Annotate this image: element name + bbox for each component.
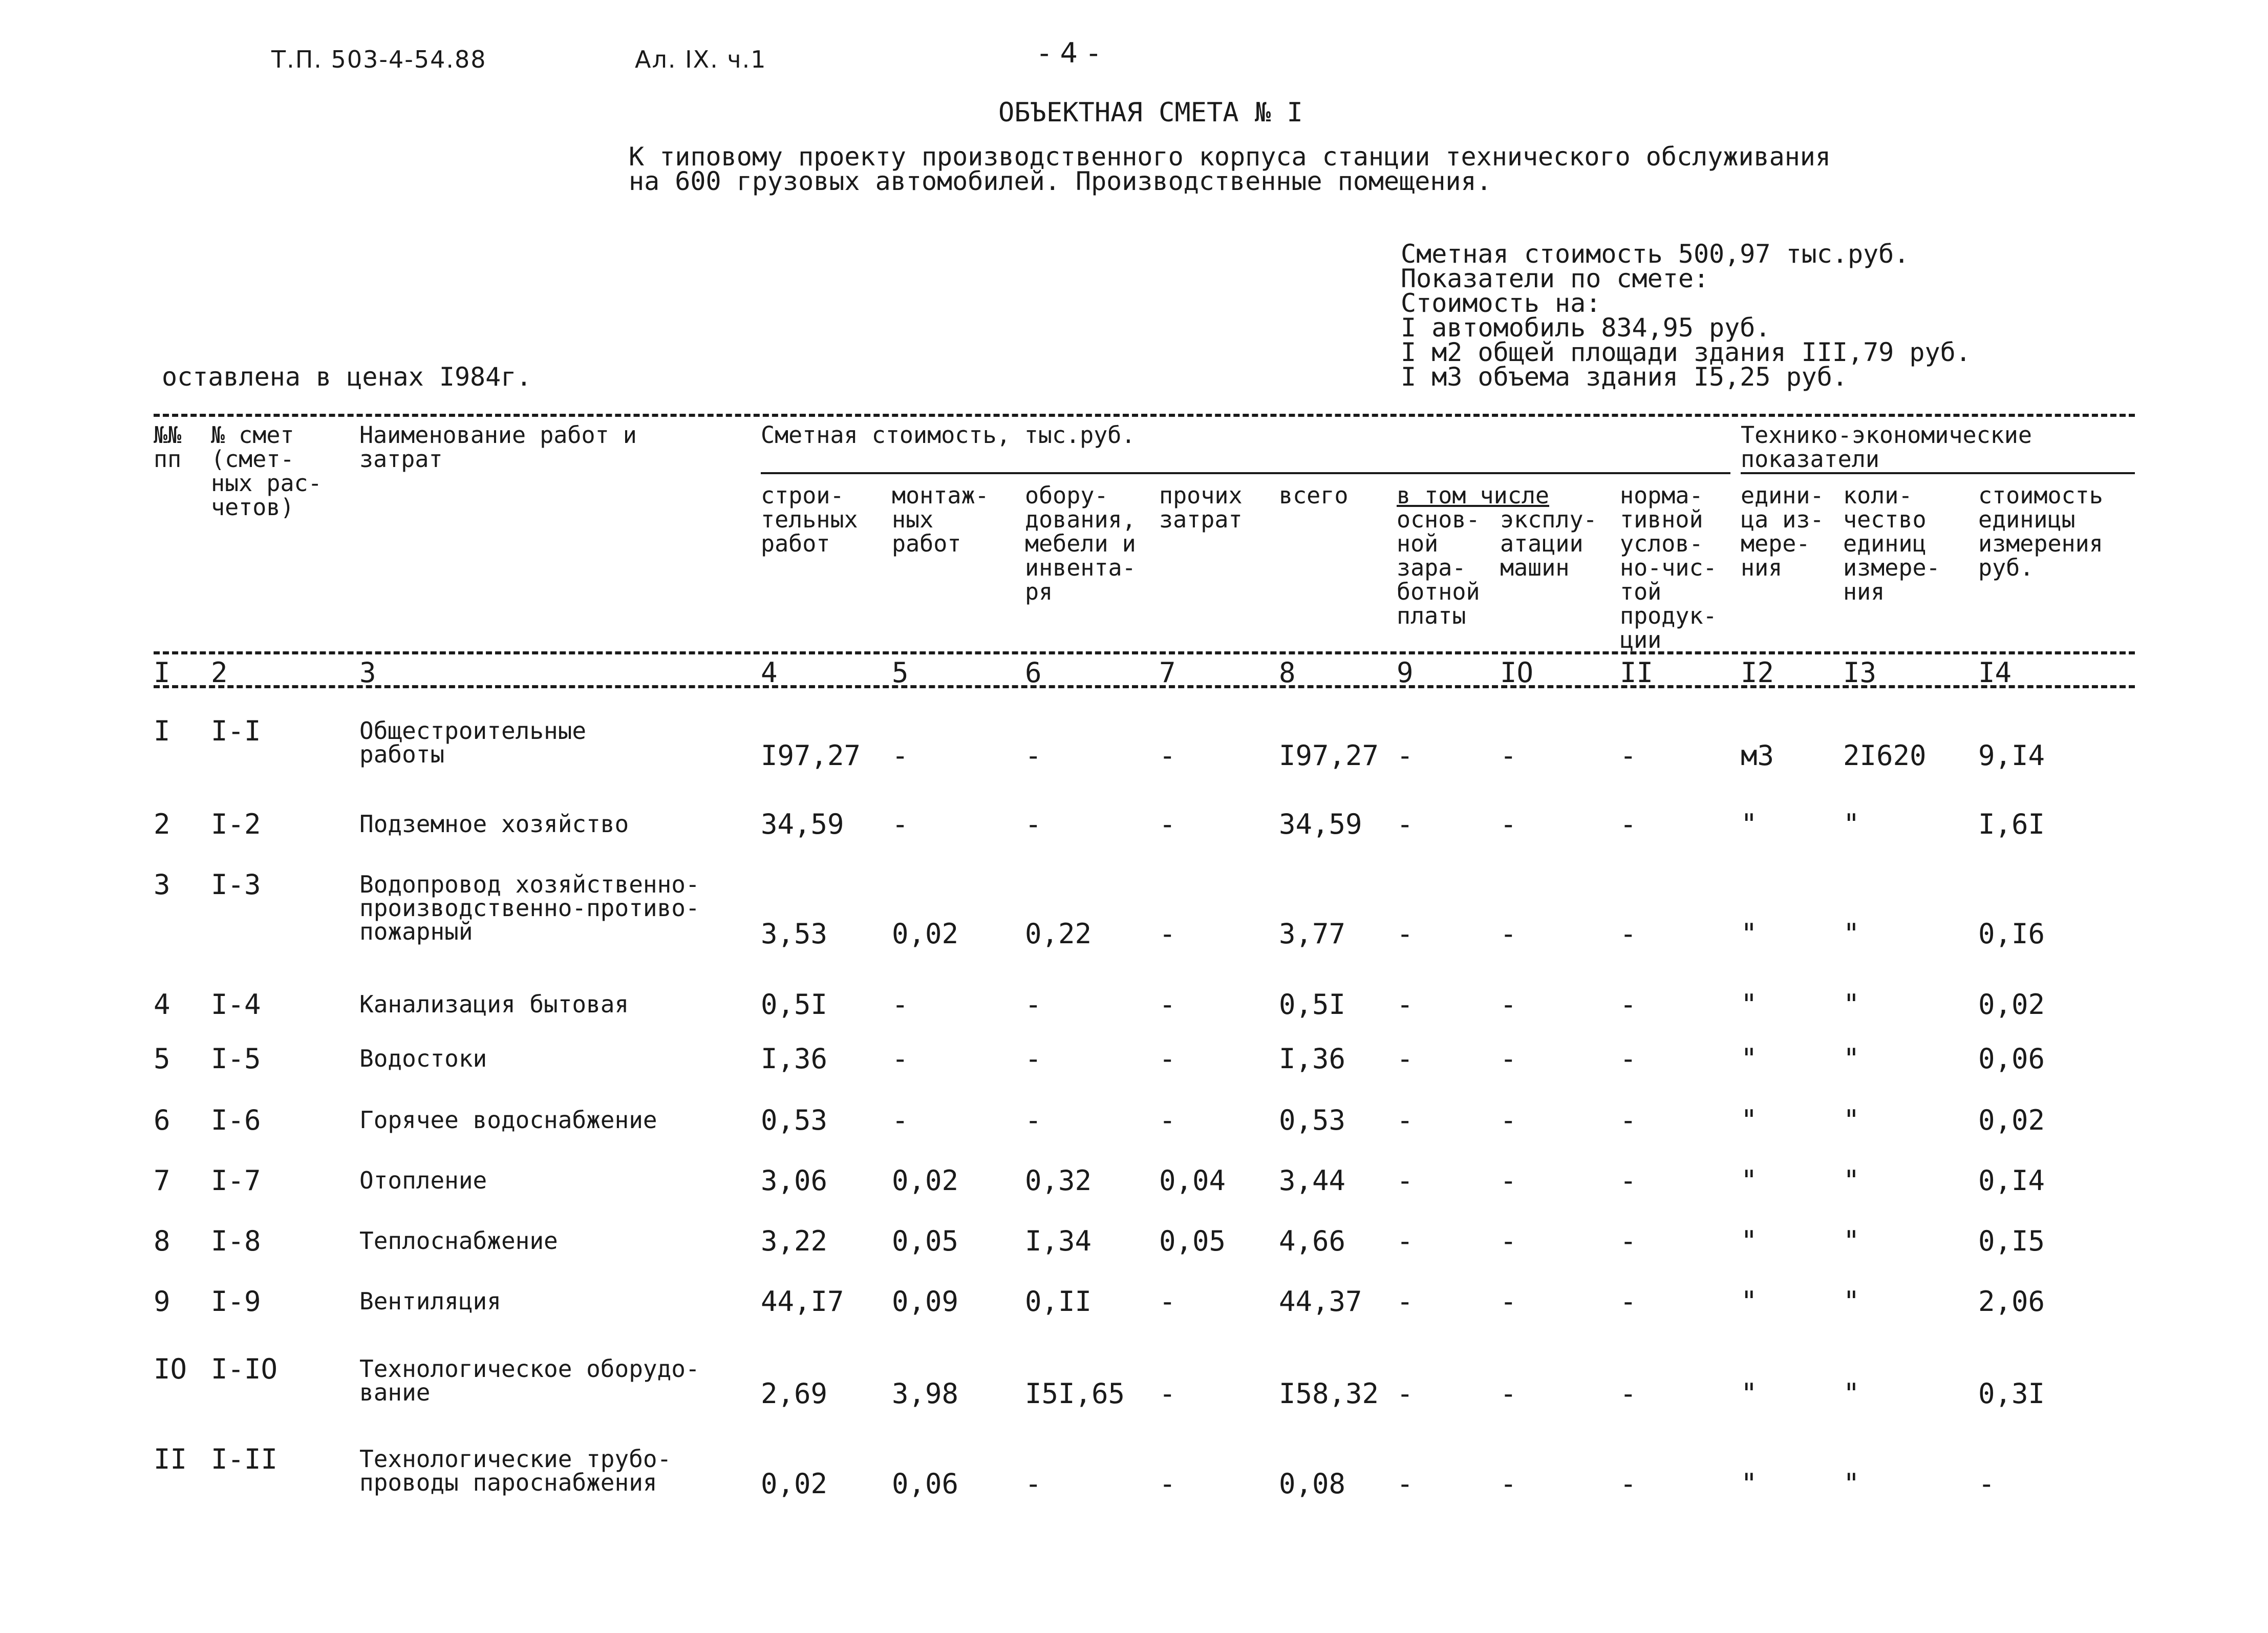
row-estimate-code: I-I (211, 715, 261, 747)
cell-unit-cost: 0,02 (1978, 988, 2045, 1021)
row-estimate-code: I-9 (211, 1285, 261, 1318)
cell-unit: " (1741, 1285, 1758, 1318)
cell-installation: - (892, 739, 909, 772)
cell-equipment: - (1025, 1104, 1042, 1136)
row-number: 9 (154, 1285, 170, 1318)
cell-equipment: 0,32 (1025, 1164, 1092, 1197)
cell-installation: - (892, 988, 909, 1021)
cell-unit-cost: 0,3I (1978, 1377, 2045, 1410)
row-work-name: Общестроительные работы (359, 717, 587, 768)
col-number: I (154, 656, 170, 689)
row-work-name: Водостоки (359, 1045, 487, 1072)
header-mid-rule (154, 651, 2135, 654)
cell-unit: " (1741, 808, 1758, 840)
cell-construction: 3,06 (761, 1164, 828, 1197)
cell-total: 0,53 (1279, 1104, 1346, 1136)
col-number: 9 (1397, 656, 1414, 689)
col-header-net-production: норма- тивной услов- но-чис- той продук- ции (1620, 482, 1717, 653)
cell-construction: 34,59 (761, 808, 844, 840)
row-work-name: Подземное хозяйство (359, 810, 629, 838)
col-header-construction-works: строи- тельных работ (761, 482, 858, 557)
cell-total: 44,37 (1279, 1285, 1362, 1318)
row-number: 4 (154, 988, 170, 1021)
cell-unit-cost: 0,I5 (1978, 1225, 2045, 1257)
col-header-including: в том числе (1397, 482, 1550, 509)
cell-construction: I,36 (761, 1043, 828, 1075)
row-estimate-code: I-7 (211, 1164, 261, 1197)
cell-installation: 0,02 (892, 1164, 959, 1197)
col-number: 3 (359, 656, 376, 689)
cell-installation: 3,98 (892, 1377, 959, 1410)
cell-construction: 0,02 (761, 1468, 828, 1500)
cell-net-production: - (1620, 739, 1637, 772)
document-code: Т.П. 503-4-54.88 (271, 46, 487, 73)
cell-machine-operation: - (1500, 1164, 1517, 1197)
col-number: I4 (1978, 656, 2012, 689)
page-number: - 4 - (1039, 37, 1100, 69)
row-estimate-code: I-8 (211, 1225, 261, 1257)
cell-quantity: " (1843, 1377, 1860, 1410)
cell-total: I97,27 (1279, 739, 1379, 772)
cell-construction: 44,I7 (761, 1285, 844, 1318)
cell-net-production: - (1620, 1468, 1637, 1500)
cell-construction: 0,53 (761, 1104, 828, 1136)
cell-total: 0,5I (1279, 988, 1346, 1021)
cell-equipment: - (1025, 1468, 1042, 1500)
row-estimate-code: I-6 (211, 1104, 261, 1136)
cell-installation: - (892, 1104, 909, 1136)
cell-equipment: - (1025, 988, 1042, 1021)
cell-other: - (1159, 1377, 1176, 1410)
cell-other: 0,04 (1159, 1164, 1226, 1197)
row-work-name: Канализация бытовая (359, 990, 629, 1018)
cell-net-production: - (1620, 1285, 1637, 1318)
cell-unit-cost: I,6I (1978, 808, 2045, 840)
cell-other: 0,05 (1159, 1225, 1226, 1257)
cell-construction: 2,69 (761, 1377, 828, 1410)
cell-unit: " (1741, 918, 1758, 950)
row-number: 6 (154, 1104, 170, 1136)
cell-base-wages: - (1397, 739, 1414, 772)
summary-total-cost: Сметная стоимость 500,97 тыс.руб. (1401, 239, 1910, 269)
cell-quantity: " (1843, 808, 1860, 840)
col-number: 6 (1025, 656, 1042, 689)
cell-machine-operation: - (1500, 1285, 1517, 1318)
cell-installation: 0,05 (892, 1225, 959, 1257)
cell-base-wages: - (1397, 1164, 1414, 1197)
col-header-estimate-number: № смет (смет- ных рас- четов) (211, 421, 322, 521)
sheet-number: Ал. IX. ч.1 (635, 46, 767, 73)
cell-base-wages: - (1397, 1225, 1414, 1257)
cell-machine-operation: - (1500, 1043, 1517, 1075)
cell-total: I58,32 (1279, 1377, 1379, 1410)
cell-machine-operation: - (1500, 918, 1517, 950)
col-number: I3 (1843, 656, 1877, 689)
cell-machine-operation: - (1500, 1104, 1517, 1136)
cell-other: - (1159, 1043, 1176, 1075)
summary-cost-per-label: Стоимость на: (1401, 288, 1601, 318)
cell-machine-operation: - (1500, 1468, 1517, 1500)
cell-equipment: I,34 (1025, 1225, 1092, 1257)
col-header-unit-cost: стоимость единицы измерения руб. (1978, 482, 2103, 581)
row-estimate-code: I-4 (211, 988, 261, 1021)
cell-installation: 0,06 (892, 1468, 959, 1500)
col-number: 4 (761, 656, 778, 689)
header-top-rule (154, 414, 2135, 417)
cell-base-wages: - (1397, 988, 1414, 1021)
cell-net-production: - (1620, 1377, 1637, 1410)
subtitle-line-1: К типовому проекту производственного корпуса станции технического обслуживания (629, 142, 1831, 172)
cell-machine-operation: - (1500, 808, 1517, 840)
row-estimate-code: I-5 (211, 1043, 261, 1075)
row-work-name: Горячее водоснабжение (359, 1106, 657, 1134)
cost-group-rule (761, 472, 1730, 474)
cell-net-production: - (1620, 808, 1637, 840)
cell-other: - (1159, 808, 1176, 840)
cell-total: 3,44 (1279, 1164, 1346, 1197)
col-number: 2 (211, 656, 228, 689)
row-work-name: Вентиляция (359, 1287, 501, 1315)
cell-machine-operation: - (1500, 988, 1517, 1021)
cell-construction: 0,5I (761, 988, 828, 1021)
cell-net-production: - (1620, 918, 1637, 950)
row-number: 2 (154, 808, 170, 840)
cell-unit-cost: 2,06 (1978, 1285, 2045, 1318)
cell-equipment: I5I,65 (1025, 1377, 1125, 1410)
cell-total: 34,59 (1279, 808, 1362, 840)
cell-quantity: " (1843, 1164, 1860, 1197)
row-number: II (154, 1443, 187, 1475)
cell-machine-operation: - (1500, 739, 1517, 772)
col-header-unit: едини- ца из- мере- ния (1741, 482, 1824, 581)
cell-equipment: - (1025, 1043, 1042, 1075)
cell-quantity: " (1843, 1468, 1860, 1500)
cell-net-production: - (1620, 1225, 1637, 1257)
cell-other: - (1159, 988, 1176, 1021)
cell-unit-cost: - (1978, 1468, 1995, 1500)
cell-installation: - (892, 1043, 909, 1075)
col-header-base-wages: основ- ной зара- ботной платы (1397, 506, 1480, 629)
page-title: ОБЪЕКТНАЯ СМЕТА № I (998, 97, 1303, 128)
col-header-estimated-cost-group: Сметная стоимость, тыс.руб. (761, 421, 1136, 449)
cell-total: 0,08 (1279, 1468, 1346, 1500)
row-work-name: Теплоснабжение (359, 1227, 558, 1255)
col-header-quantity: коли- чество единиц измере- ния (1843, 482, 1940, 605)
col-number: 8 (1279, 656, 1296, 689)
col-number: 5 (892, 656, 909, 689)
cell-unit-cost: 9,I4 (1978, 739, 2045, 772)
row-number: 7 (154, 1164, 170, 1197)
cell-other: - (1159, 1468, 1176, 1500)
summary-cost-per-m2: I м2 общей площади здания III,79 руб. (1401, 337, 1971, 367)
summary-indicators-label: Показатели по смете: (1401, 264, 1709, 293)
cell-unit-cost: 0,02 (1978, 1104, 2045, 1136)
cell-base-wages: - (1397, 1104, 1414, 1136)
cell-equipment: 0,22 (1025, 918, 1092, 950)
cell-base-wages: - (1397, 1377, 1414, 1410)
cell-net-production: - (1620, 1043, 1637, 1075)
cell-unit: " (1741, 1104, 1758, 1136)
cell-installation: 0,09 (892, 1285, 959, 1318)
cell-construction: 3,53 (761, 918, 828, 950)
col-header-work-name: Наименование работ и затрат (359, 421, 637, 473)
cell-machine-operation: - (1500, 1377, 1517, 1410)
cell-total: 4,66 (1279, 1225, 1346, 1257)
col-header-machine-operation: эксплу- атации машин (1500, 506, 1597, 581)
cell-total: 3,77 (1279, 918, 1346, 950)
row-work-name: Отопление (359, 1167, 487, 1194)
col-header-other-costs: прочих затрат (1159, 482, 1243, 533)
cell-construction: 3,22 (761, 1225, 828, 1257)
cell-equipment: 0,II (1025, 1285, 1092, 1318)
summary-cost-per-vehicle: I автомобиль 834,95 руб. (1401, 313, 1771, 343)
col-header-equipment: обору- дования, мебели и инвента- ря (1025, 482, 1136, 605)
col-number: II (1620, 656, 1654, 689)
cell-base-wages: - (1397, 808, 1414, 840)
prices-note: оставлена в ценах I984г. (162, 362, 532, 392)
col-header-number: №№ пп (154, 421, 182, 473)
cell-net-production: - (1620, 988, 1637, 1021)
cell-installation: 0,02 (892, 918, 959, 950)
summary-cost-per-m3: I м3 объема здания I5,25 руб. (1401, 362, 1848, 392)
cell-other: - (1159, 739, 1176, 772)
cell-unit: м3 (1741, 739, 1774, 772)
cell-equipment: - (1025, 808, 1042, 840)
cell-other: - (1159, 918, 1176, 950)
cell-quantity: 2I620 (1843, 739, 1927, 772)
cell-net-production: - (1620, 1164, 1637, 1197)
cell-unit-cost: 0,I6 (1978, 918, 2045, 950)
cell-total: I,36 (1279, 1043, 1346, 1075)
cell-quantity: " (1843, 1225, 1860, 1257)
row-work-name: Технологические трубо- проводы пароснабжения (359, 1445, 672, 1496)
subtitle-line-2: на 600 грузовых автомобилей. Производственные помещения. (629, 166, 1492, 196)
col-number: 7 (1159, 656, 1176, 689)
row-work-name: Технологическое оборудо- вание (359, 1355, 700, 1406)
cell-base-wages: - (1397, 1043, 1414, 1075)
cell-unit-cost: 0,06 (1978, 1043, 2045, 1075)
cell-construction: I97,27 (761, 739, 861, 772)
cell-base-wages: - (1397, 1468, 1414, 1500)
row-estimate-code: I-2 (211, 808, 261, 840)
header-bottom-rule (154, 685, 2135, 688)
cell-unit: " (1741, 1043, 1758, 1075)
cell-unit: " (1741, 1164, 1758, 1197)
cell-base-wages: - (1397, 918, 1414, 950)
row-number: 8 (154, 1225, 170, 1257)
cell-equipment: - (1025, 739, 1042, 772)
cell-unit: " (1741, 1225, 1758, 1257)
cell-machine-operation: - (1500, 1225, 1517, 1257)
col-header-tech-econ-group: Технико-экономические показатели (1741, 421, 2032, 473)
col-header-installation-works: монтаж- ных работ (892, 482, 989, 557)
row-number: IO (154, 1353, 187, 1385)
cell-net-production: - (1620, 1104, 1637, 1136)
row-estimate-code: I-3 (211, 868, 261, 901)
cell-quantity: " (1843, 918, 1860, 950)
col-header-total: всего (1279, 482, 1349, 509)
cell-quantity: " (1843, 1285, 1860, 1318)
cell-installation: - (892, 808, 909, 840)
row-work-name: Водопровод хозяйственно- производственно-противо- пожарный (359, 871, 700, 945)
row-estimate-code: I-IO (211, 1353, 278, 1385)
col-number: IO (1500, 656, 1534, 689)
cell-base-wages: - (1397, 1285, 1414, 1318)
cell-unit: " (1741, 1377, 1758, 1410)
row-number: 5 (154, 1043, 170, 1075)
cell-quantity: " (1843, 1043, 1860, 1075)
cell-unit-cost: 0,I4 (1978, 1164, 2045, 1197)
cell-unit: " (1741, 988, 1758, 1021)
row-number: I (154, 715, 170, 747)
cell-quantity: " (1843, 988, 1860, 1021)
row-number: 3 (154, 868, 170, 901)
cell-other: - (1159, 1104, 1176, 1136)
cell-unit: " (1741, 1468, 1758, 1500)
row-estimate-code: I-II (211, 1443, 278, 1475)
cell-quantity: " (1843, 1104, 1860, 1136)
cell-other: - (1159, 1285, 1176, 1318)
col-number: I2 (1741, 656, 1774, 689)
